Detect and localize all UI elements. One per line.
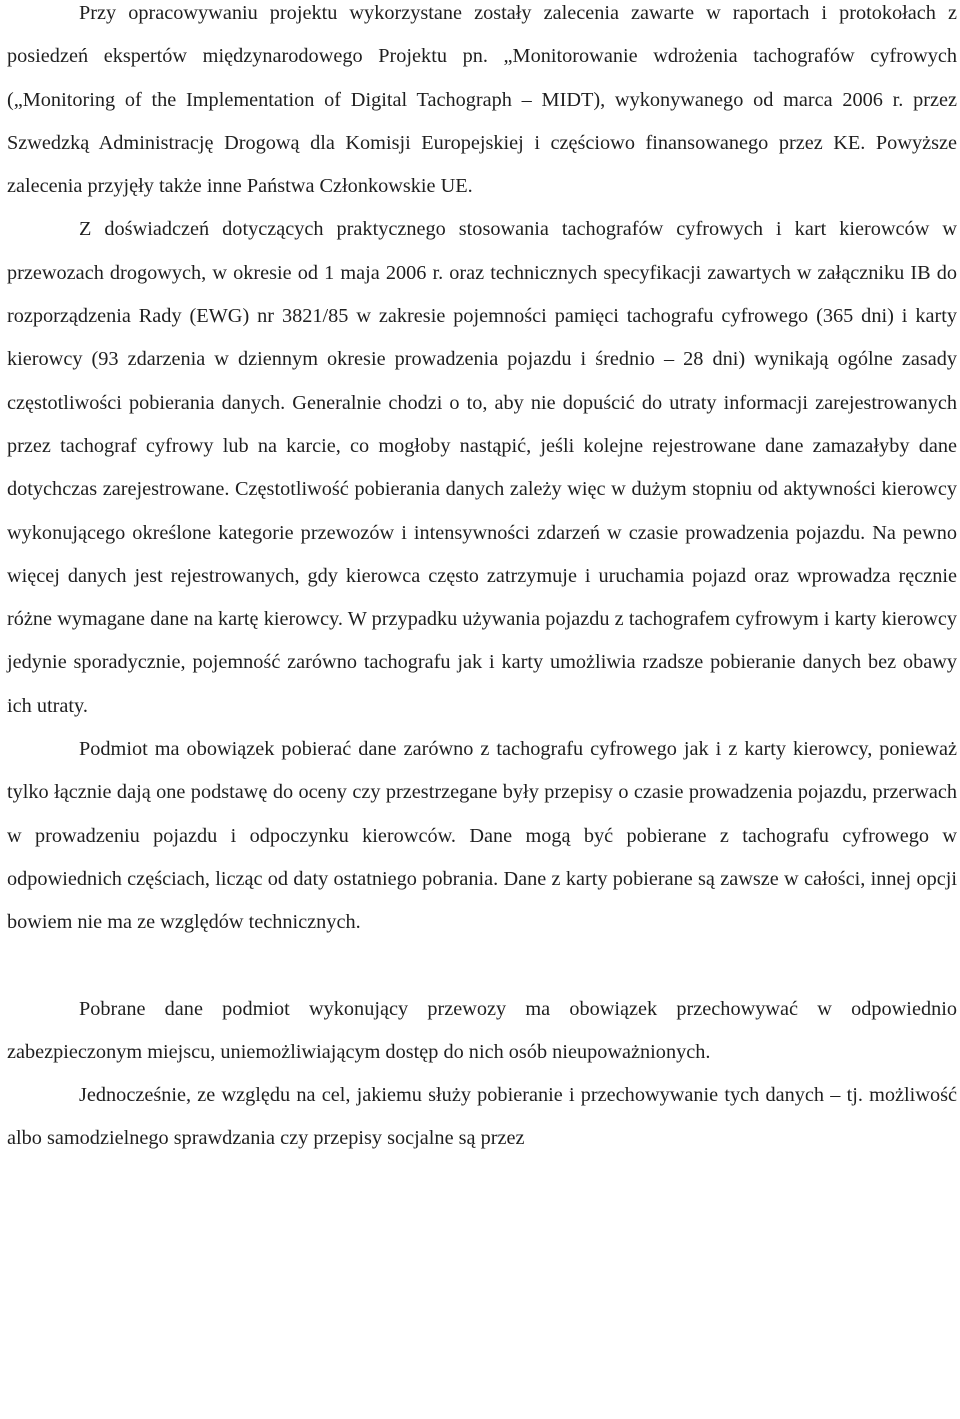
paragraph-5: Jednocześnie, ze względu na cel, jakiemu służy pobieranie i przechowywanie tych danych – tj. możliwość albo samodzielnego sprawdzania czy przepisy socjalne są przez [7,1084,957,1150]
paragraph-1: Przy opracowywaniu projektu wykorzystane zostały zalecenia zawarte w raportach i protokołach z posiedzeń ekspertów międzynarodowego Projektu pn. „Monitorowanie wdrożenia tachografów cyfrowych („Monitoring of the Implementation of Digital Tachograph – MIDT), wykonywanego od marca 2006 r. przez Szwedzką Administrację Drogową dla Komisji Europejskiej i częściowo finansowanego przez KE. Powyższe zalecenia przyjęły także inne Państwa Członkowskie UE. [7,2,957,198]
paragraph-4: Pobrane dane podmiot wykonujący przewozy ma obowiązek przechowywać w odpowiednio zabezpieczonym miejscu, uniemożliwiającym dostęp do nich osób nieupoważnionych. [7,997,957,1063]
paragraph-2: Z doświadczeń dotyczących praktycznego stosowania tachografów cyfrowych i kart kierowców w przewozach drogowych, w okresie od 1 maja 2006 r. oraz technicznych specyfikacji zawartych w załączniku IB do rozporządzenia Rady (EWG) nr 3821/85 w zakresie pojemności pamięci tachografu cyfrowego (365 dni) i karty kierowcy (93 zdarzenia w dziennym okresie prowadzenia pojazdu i średnio – 28 dni) wynikają ogólne zasady częstotliwości pobierania danych. Generalnie chodzi o to, aby nie dopuścić do utraty informacji zarejestrowanych przez tachograf cyfrowy lub na karcie, co mogłoby nastąpić, jeśli kolejne rejestrowane dane zamazałyby dane dotychczas zarejestrowane. Częstotliwość pobierania danych zależy więc w dużym stopniu od aktywności kierowcy wykonującego określone kategorie przewozów i intensywności zdarzeń w czasie prowadzenia pojazdu. Na pewno więcej danych jest rejestrowanych, gdy kierowca często zatrzymuje i uruchamia pojazd oraz wprowadza ręcznie różne wymagane dane na kartę kierowcy. W przypadku używania pojazdu z tachografem cyfrowym i karty kierowcy jedynie sporadycznie, pojemność zarówno tachografu jak i karty umożliwia rzadsze pobieranie danych bez obawy ich utraty. [7,218,957,717]
paragraph-3: Podmiot ma obowiązek pobierać dane zarówno z tachografu cyfrowego jak i z karty kierowcy, ponieważ tylko łącznie dają one podstawę do oceny czy przestrzegane były przepisy o czasie prowadzenia pojazdu, przerwach w prowadzeniu pojazdu i odpoczynku kierowców. Dane mogą być pobierane z tachografu cyfrowego w odpowiednich częściach, licząc od daty ostatniego pobrania. Dane z karty pobierane są zawsze w całości, innej opcji bowiem nie ma ze względów technicznych. [7,738,957,934]
